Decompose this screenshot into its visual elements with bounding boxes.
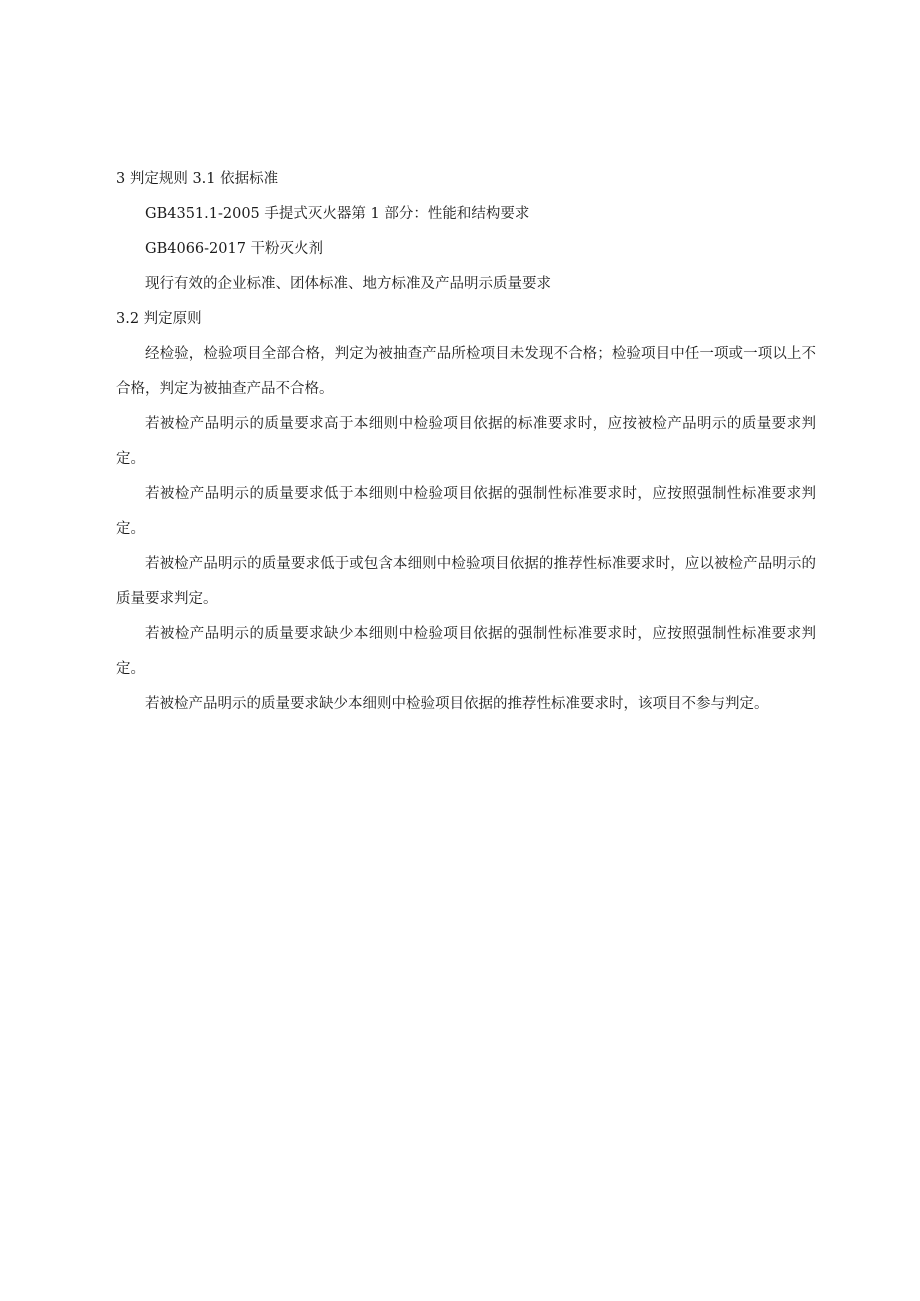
principle-paragraph-5: 若被检产品明示的质量要求缺少本细则中检验项目依据的强制性标准要求时，应按照强制性标准要求判定。 — [116, 626, 816, 677]
standard-item-1: GB4351.1-2005 手提式灭火器第 1 部分：性能和结构要求 — [145, 206, 530, 222]
principle-paragraph-2: 若被检产品明示的质量要求高于本细则中检验项目依据的标准要求时，应按被检产品明示的质量要求判定。 — [116, 416, 816, 467]
section-3-heading: 3 判定规则 3.1 依据标准 — [116, 171, 279, 187]
standard-item-2: GB4066-2017 干粉灭火剂 — [145, 241, 324, 257]
standard-item-3: 现行有效的企业标准、团体标准、地方标准及产品明示质量要求 — [145, 276, 551, 292]
principle-paragraph-6: 若被检产品明示的质量要求缺少本细则中检验项目依据的推荐性标准要求时，该项目不参与判定。 — [145, 696, 769, 712]
principle-paragraph-1: 经检验，检验项目全部合格，判定为被抽查产品所检项目未发现不合格；检验项目中任一项或一项以上不合格，判定为被抽查产品不合格。 — [116, 346, 816, 397]
principle-paragraph-4: 若被检产品明示的质量要求低于或包含本细则中检验项目依据的推荐性标准要求时，应以被检产品明示的质量要求判定。 — [116, 556, 816, 607]
section-3-2-heading: 3.2 判定原则 — [116, 311, 202, 327]
document-content — [116, 162, 816, 722]
principle-paragraph-3: 若被检产品明示的质量要求低于本细则中检验项目依据的强制性标准要求时，应按照强制性标准要求判定。 — [116, 486, 816, 537]
